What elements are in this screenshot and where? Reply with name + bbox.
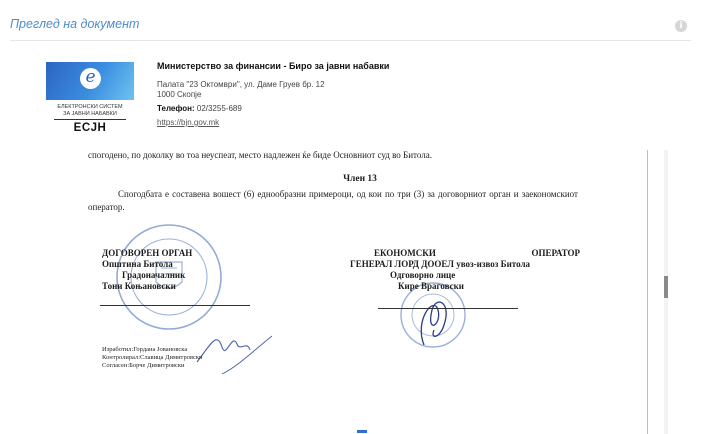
logo-subtitle-2: ЗА ЈАВНИ НАБАВКИ [63, 111, 117, 117]
operator-word: ОПЕРАТОР [531, 248, 580, 258]
website-link[interactable]: https://bjn.gov.mk [157, 118, 220, 127]
mayor-title: Градоначалник [122, 270, 186, 280]
phone-line [157, 104, 242, 114]
address-line-2: 1000 Скопје [157, 90, 202, 99]
info-icon[interactable]: i [675, 20, 687, 32]
signature-line-left [100, 305, 250, 306]
phone-label: Телефон: [157, 104, 195, 113]
signature-left [192, 322, 282, 382]
logo-tile [46, 62, 134, 100]
controlled-by: Контролирал:Славица Димитровски [102, 354, 203, 361]
document-page-edge [647, 150, 648, 434]
signature-line-right [378, 308, 518, 309]
page-indicator [357, 430, 367, 433]
ecjn-logo [46, 62, 134, 142]
phone-number: 02/3255-689 [194, 104, 242, 113]
logo-abbreviation: ЕСЈН [73, 122, 107, 134]
title-divider [10, 40, 691, 41]
mayor-name: Тони Коњановски [102, 281, 176, 291]
panel-title: Преглед на документ [10, 17, 140, 31]
company-name: ГЕНЕРАЛ ЛОРД ДООЕЛ увоз-извоз Битола [350, 259, 530, 269]
responsible-person-title: Одговорно лице [390, 270, 456, 280]
economic-operator-title [350, 248, 580, 259]
e-letter-icon: e [80, 68, 101, 89]
cut-off-line: спогодено, по доколку во тоа неуспеат, место надлежен ќе биде Основниот суд во Битола. [88, 150, 432, 160]
article-heading: Член 13 [343, 174, 377, 184]
economic-word: ЕКОНОМСКИ [374, 248, 436, 258]
signature-right [404, 290, 464, 350]
approved-by: Согласен:Борче Димитровски [102, 362, 185, 369]
responsible-person-name: Кире Враговски [398, 281, 464, 291]
prepared-by: Изработил:Гордана Јовановска [102, 346, 188, 353]
scrollbar-thumb[interactable] [664, 276, 668, 298]
contracting-authority-block [102, 248, 192, 292]
organization-name: Министерство за финансии - Биро за јавни набавки [157, 61, 390, 71]
document-page [72, 150, 648, 422]
address-line-1: Палата "23 Октомври", ул. Даме Груев бр. 12 [157, 80, 325, 89]
economic-operator-block [350, 248, 580, 292]
logo-divider [54, 119, 126, 120]
municipality-name: Општина Битола [102, 259, 173, 269]
contracting-authority-title: ДОГОВОРЕН ОРГАН [102, 248, 193, 258]
logo-subtitle-1: ЕЛЕКТРОНСКИ СИСТЕМ [57, 104, 123, 110]
article-paragraph: Спогодбата е составена вошест (6) еднообразни примероци, од кои по три (3) за договорниот орган и заекономскиот оператор. [88, 189, 578, 212]
